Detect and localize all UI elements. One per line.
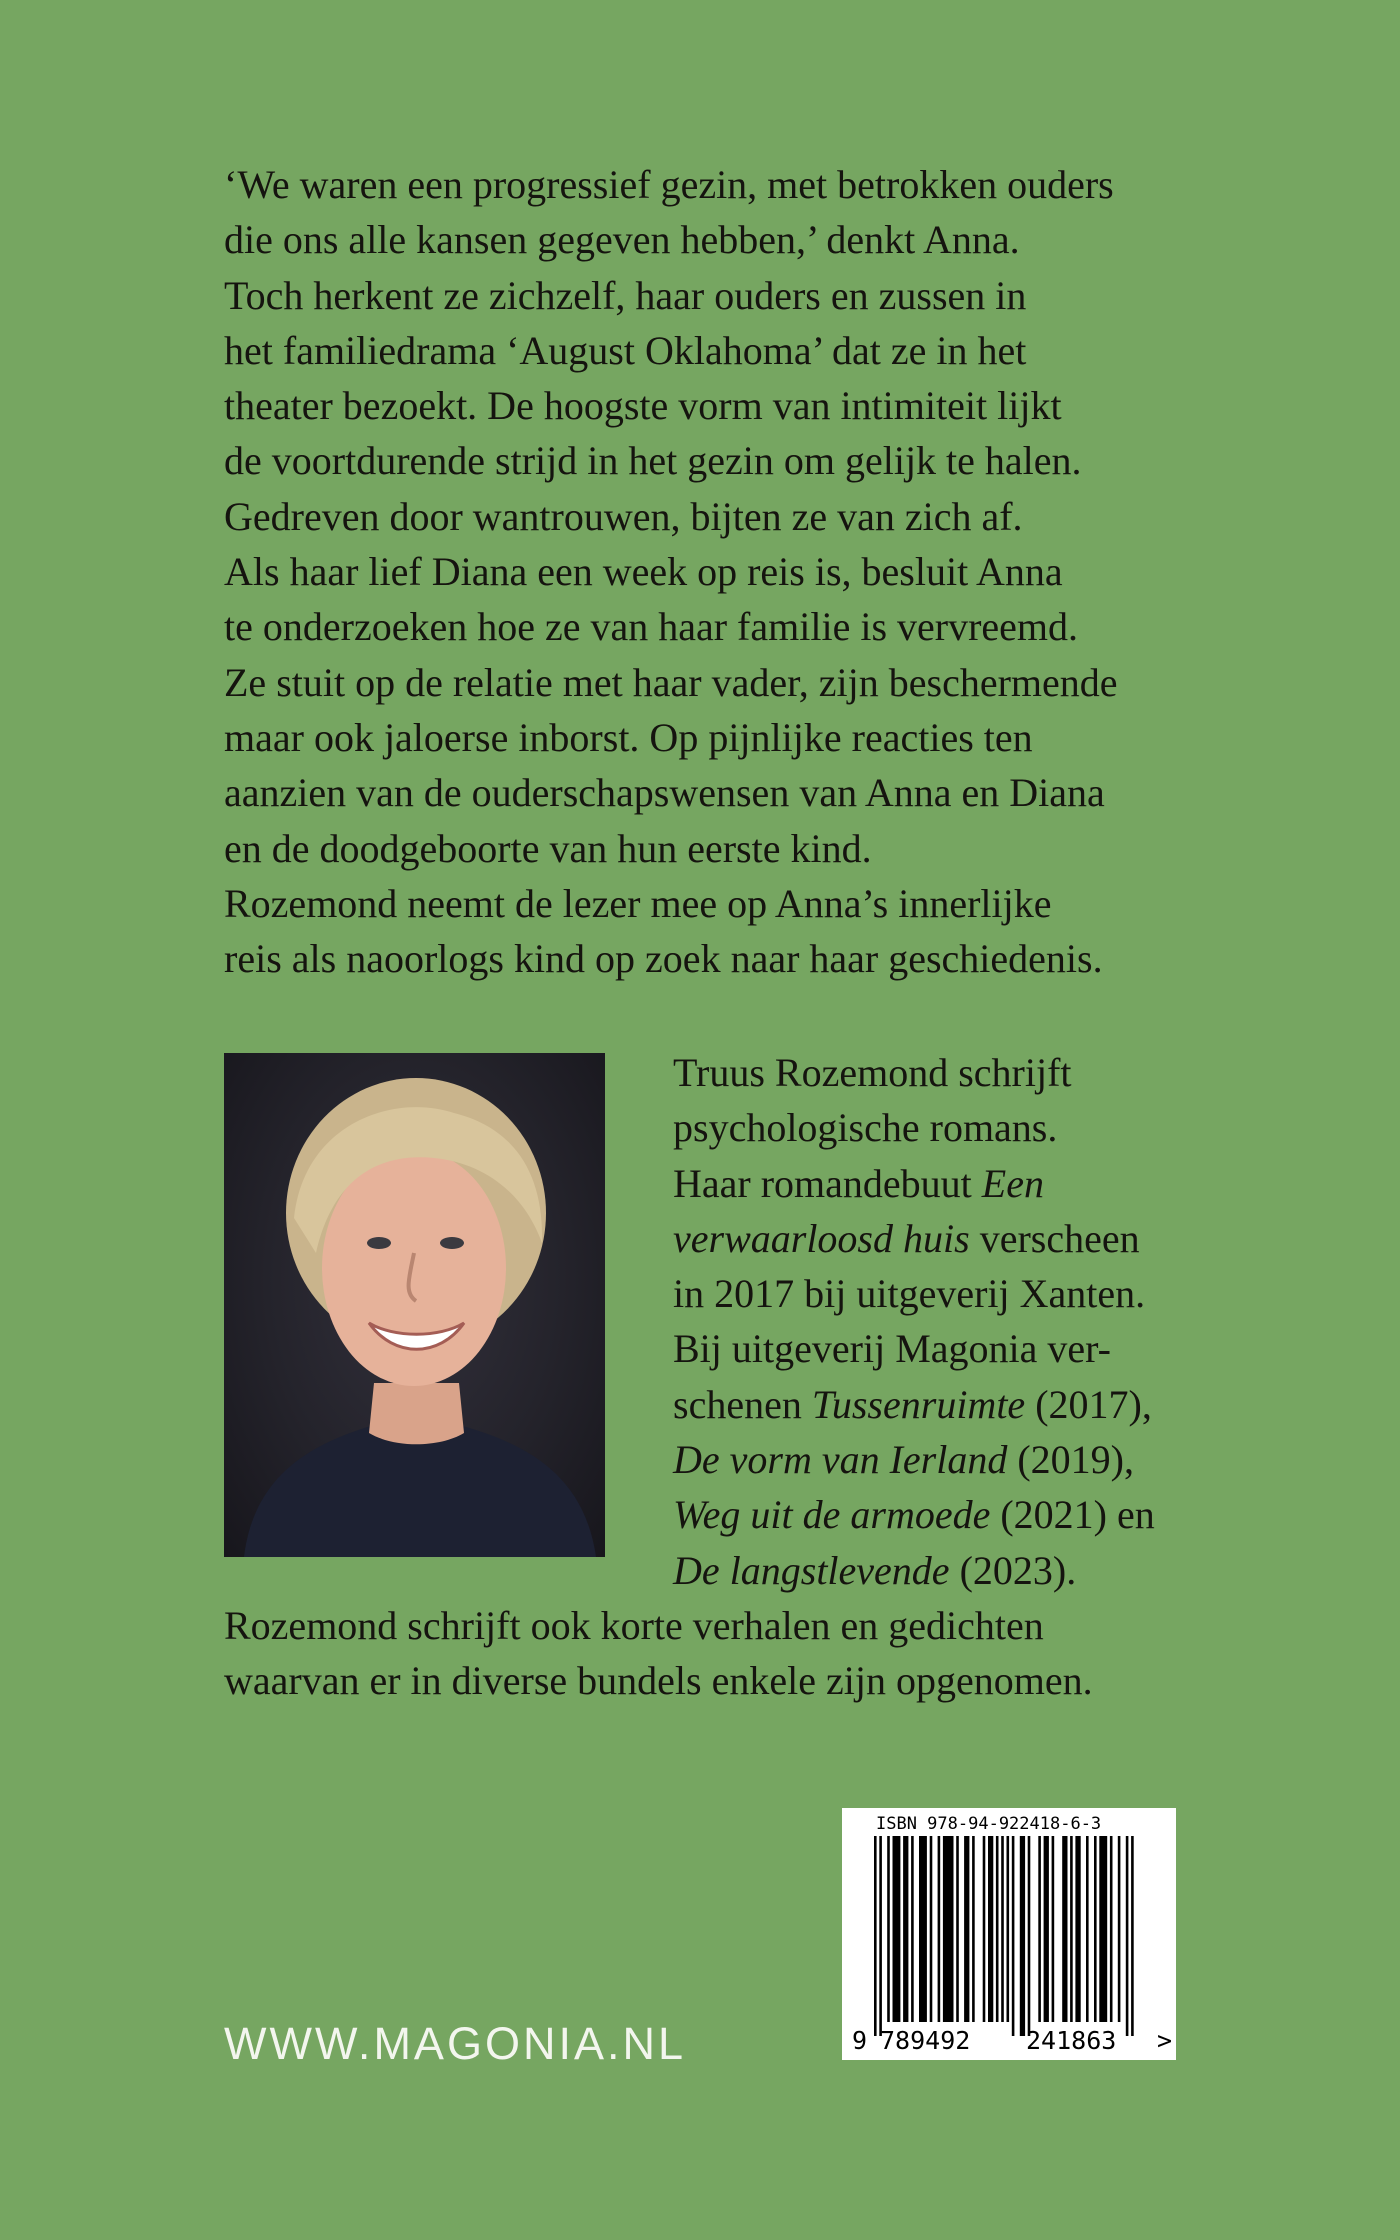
barcode-end-mark: > — [1157, 2026, 1173, 2055]
barcode-bar — [956, 1836, 959, 2022]
bio-line — [224, 1543, 1234, 1598]
barcode-bar — [919, 1836, 927, 2022]
bio-line: Truus Rozemond schrijft — [673, 1050, 1072, 1095]
author-bio — [224, 1045, 1234, 1709]
book-title: De vorm van Ierland — [673, 1437, 1008, 1483]
barcode-bar — [964, 1836, 969, 2022]
barcode-bar — [1099, 1836, 1107, 2022]
barcode-bar — [1110, 1836, 1113, 2022]
barcode-bar — [1038, 1836, 1041, 2022]
barcode-bar — [988, 1836, 993, 2022]
barcode-group-2: 241863 — [1026, 2026, 1117, 2055]
barcode-bar — [903, 1836, 908, 2022]
bio-text: verscheen — [969, 1215, 1140, 1261]
barcode-bar — [943, 1836, 954, 2022]
barcode-group-1: 789492 — [880, 2026, 971, 2055]
barcode-bar — [1126, 1836, 1129, 2036]
book-title: Tussenruimte — [811, 1381, 1026, 1427]
bio-text: (2017), — [1025, 1381, 1152, 1427]
bio-text: (2023). — [949, 1547, 1077, 1593]
bio-line: psychologische romans. — [673, 1105, 1058, 1151]
barcode-bar — [1118, 1836, 1121, 2022]
barcode-bar — [1044, 1836, 1049, 2022]
blurb-line: ‘We waren een progressief gezin, met betrokken ouders — [224, 162, 1114, 207]
book-title: Een — [981, 1160, 1044, 1206]
blurb-line: die ons alle kansen gegeven hebben,’ denkt Anna. — [224, 217, 1020, 263]
blurb-line: reis als naoorlogs kind op zoek naar haar geschiedenis. — [224, 936, 1103, 982]
barcode-bar — [930, 1836, 933, 2022]
publisher-website: WWW.MAGONIA.NL — [224, 2018, 686, 2069]
barcode-bar — [1094, 1836, 1097, 2022]
blurb-line: Gedreven door wantrouwen, bijten ze van zich af. — [224, 493, 1023, 539]
blurb-line: Rozemond neemt de lezer mee op Anna’s innerlijke — [224, 880, 1052, 926]
blurb-line: Toch herkent ze zichzelf, haar ouders en zussen in — [224, 272, 1027, 318]
barcode-bar — [1052, 1836, 1055, 2022]
isbn-barcode — [842, 1808, 1176, 2060]
bio-line — [224, 1377, 1234, 1432]
bio-line: waarvan er in diverse bundels enkele zijn opgenomen. — [224, 1658, 1093, 1704]
bio-text: schenen — [673, 1381, 812, 1427]
bio-text: (2021) en — [990, 1492, 1155, 1538]
barcode-bar — [893, 1836, 901, 2022]
barcode-bar — [1086, 1836, 1089, 2022]
bio-line: Rozemond schrijft ook korte verhalen en gedichten — [224, 1602, 1044, 1648]
barcode-bar — [1020, 1836, 1025, 2036]
blurb-line: te onderzoeken hoe ze van haar familie is vervreemd. — [224, 604, 1079, 650]
bio-text: Haar romandebuut — [673, 1160, 982, 1206]
barcode-bars — [842, 1808, 1176, 2060]
blurb-line: aanzien van de ouderschapswensen van Anna en Diana — [224, 770, 1105, 816]
barcode-bar — [1007, 1836, 1010, 2022]
bio-text: (2019), — [1007, 1437, 1134, 1483]
blurb-line: Als haar lief Diana een week op reis is, besluit Anna — [224, 549, 1063, 595]
blurb-line: Ze stuit op de relatie met haar vader, zijn beschermende — [224, 659, 1118, 705]
book-title: verwaarloosd huis — [673, 1215, 970, 1261]
blurb-line: theater bezoekt. De hoogste vorm van intimiteit lijkt — [224, 383, 1062, 429]
barcode-bar — [879, 1836, 882, 2036]
bio-line: Bij uitgeverij Magonia ver- — [673, 1326, 1111, 1372]
bio-line — [224, 1211, 1234, 1266]
blurb-line: maar ook jaloerse inborst. Op pijnlijke reacties ten — [224, 714, 1033, 760]
barcode-bar — [996, 1836, 999, 2022]
barcode-bar — [1075, 1836, 1080, 2022]
bio-line — [224, 1156, 1234, 1211]
bio-line — [224, 1432, 1234, 1487]
barcode-bar — [938, 1836, 941, 2022]
blurb-text — [224, 157, 1234, 986]
book-title: De langstlevende — [673, 1547, 950, 1593]
barcode-bar — [1028, 1836, 1031, 2036]
isbn-label: ISBN 978-94-922418-6-3 — [876, 1814, 1102, 1834]
bio-line: in 2017 bij uitgeverij Xanten. — [673, 1271, 1146, 1317]
barcode-bar — [1062, 1836, 1067, 2022]
barcode-bar — [1131, 1836, 1134, 2036]
barcode-bar — [983, 1836, 986, 2022]
book-title: Weg uit de armoede — [673, 1492, 991, 1538]
bio-line — [224, 1487, 1234, 1542]
barcode-lead-digit: 9 — [852, 2026, 868, 2055]
blurb-line: het familiedrama ‘August Oklahoma’ dat ze in het — [224, 327, 1027, 373]
barcode-bar — [1012, 1836, 1015, 2036]
blurb-line: de voortdurende strijd in het gezin om gelijk te halen. — [224, 438, 1082, 484]
barcode-bar — [972, 1836, 975, 2022]
barcode-bar — [887, 1836, 890, 2022]
barcode-bar — [1001, 1836, 1004, 2022]
blurb-line: en de doodgeboorte van hun eerste kind. — [224, 825, 872, 871]
barcode-bar — [874, 1836, 877, 2036]
barcode-bar — [1070, 1836, 1073, 2022]
barcode-bar — [911, 1836, 914, 2022]
